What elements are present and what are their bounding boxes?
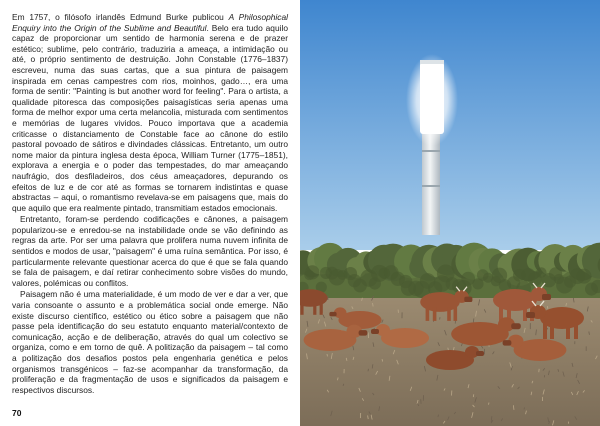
text-run: . Belo era tudo aquilo capaz de proporcionar um sentido de harmonia serena e de prazer estético; sublime, pelo contrário, traduziria a ameaça, a intimidação ou até, o próprio sentimento de destruição. John Constable (1776–1837) escreveu, numa das suas cartas, que a sua pintura de paisagem inspirada em cenas campestres com rios, moinhos, gado…, era uma forma de sentir: "Painting is but another word for feeling". Para o artista, a qualidade pitoresca das composições paisagísticas seria apenas uma forma de melhor expor uma certa melancolia, misturada com sentimentos e memórias de lugares vividos. Pouco importava que a academia criticasse o distanciamento de Constable face ao cânone do estilo pastoral povoado de sátiros e divindades clássicas. Entretanto, um outro nome maior da pintura inglesa desta época, William Turner (1775–1851), explorava a energia e o poder das tempestades, do mar ameaçando naufrágio, dos desfiladeiros, dos céus ameaçadores, depurando os efeitos de luz e de cor até as formas se tornarem indistintas e quase abstractas – aqui, o romantismo revelava-se em paisagens que, mais do que aquilo que era realmente pintado, transmitiam estados emocionais. [12, 22, 288, 213]
text-run: Paisagem não é uma materialidade, é um modo de ver e dar a ver, que varia consoante o assunto e a problemática social onde emerge. Não existe discurso científico, estético ou ético sobre a paisagem que não passe pela identificação do seu estatuto enquanto material/contexto de comunicação, acção e de deliberação, através do qual um colectivo se organiza, como e em torno de quê. A politização da paisagem – tal como a politização dos desafios postos pela engenharia genética e pelos organismos transgénicos – faz-se acompanhar da transformação, da proliferação e da fragmentação de usos e significados da paisagem e respectivos discursos. [12, 289, 288, 395]
paragraph-1 [12, 12, 288, 213]
paragraph-2 [12, 214, 288, 288]
photograph [300, 0, 600, 426]
paragraph-3 [12, 289, 288, 395]
text-run: Entretanto, foram-se perdendo codificações e cânones, a paisagem popularizou-se e enredou-se na instabilidade onde se vão definindo as regras da arte. Por ser uma palavra que prolifera numa nuvem infinita de sentidos e modos de usar, "paisagem" é uma ruína semântica. Por isso, é particularmente relevante questionar acerca do que é que se fala quando se fala de paisagem, e daí retirar conhecimento sobre visões do mundo, valores, polémicas ou conflitos. [12, 214, 288, 288]
book-title: A Philosophical Enquiry into the Origin of the Sublime and Beautiful [12, 12, 289, 33]
body-text [12, 12, 288, 395]
page-number: 70 [12, 408, 22, 418]
text-run: Em 1757, o filósofo irlandês Edmund Burke publicou [12, 12, 229, 22]
solar-tower-photo [300, 0, 600, 426]
